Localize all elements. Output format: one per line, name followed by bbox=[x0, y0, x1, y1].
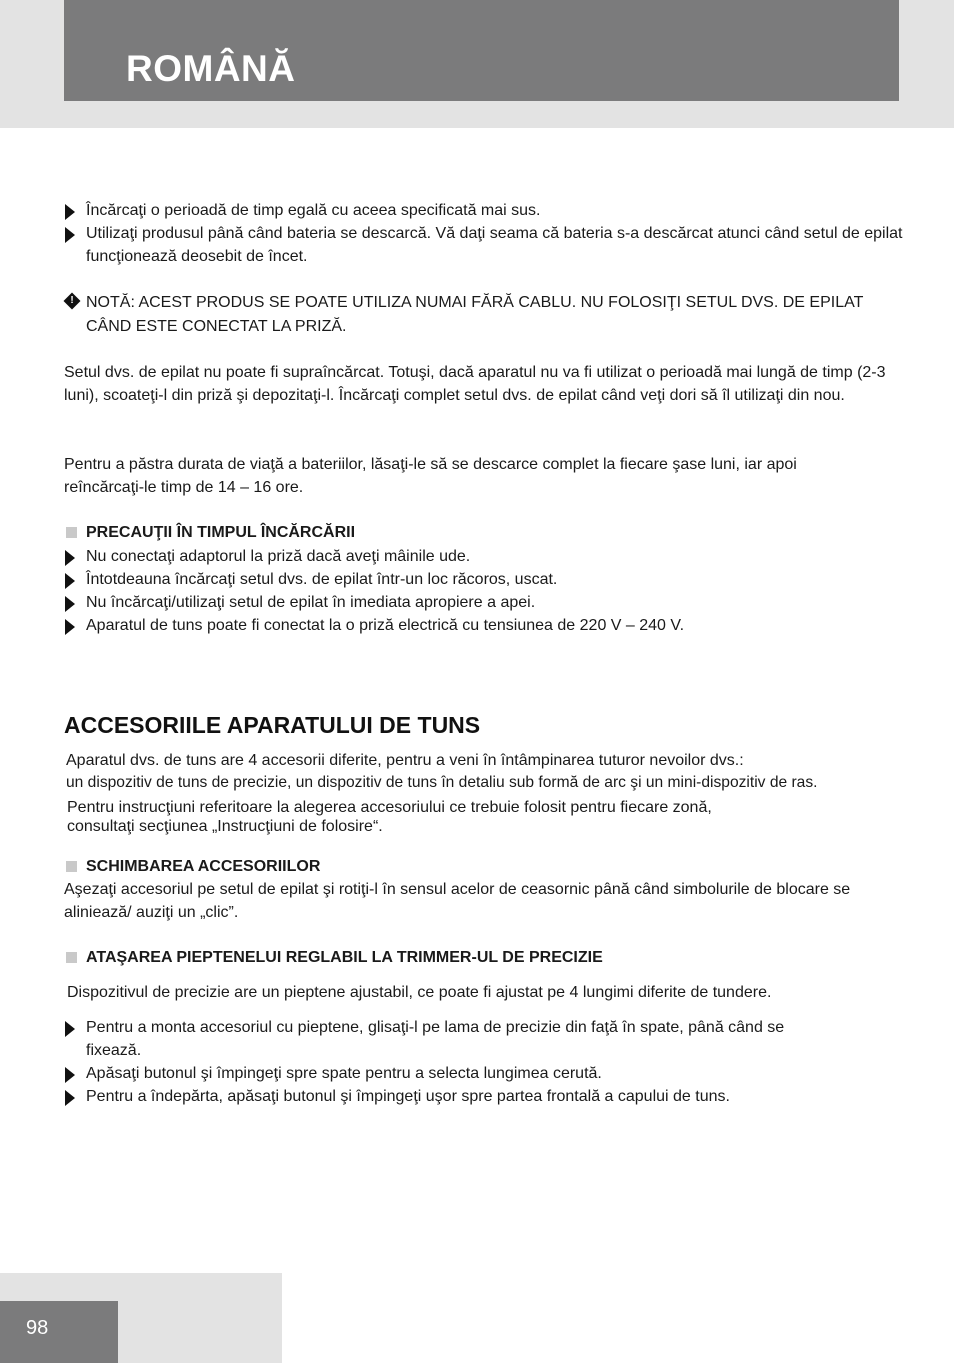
accessories-intro-line2: un dispozitiv de tuns de precizie, un dispozitiv de tuns în detaliu sub formă de arc şi un mini-dispozitiv de ras. bbox=[66, 774, 818, 791]
change-accessories-text: Aşezaţi accesoriul pe setul de epilat şi rotiţi-l în sensul acelor de ceasornic până când simbolurile de blocare se aliniează/ auziţi un „clic”. bbox=[64, 881, 851, 921]
list-item: Pentru a monta accesoriul cu pieptene, glisaţi-l pe lama de precizie din faţă în spate, până când se fixează. bbox=[64, 1016, 834, 1062]
note bbox=[64, 291, 866, 339]
exclamation-diamond-icon: ! bbox=[64, 293, 81, 310]
page-number: 98 bbox=[26, 1317, 49, 1339]
page-number-box bbox=[0, 1301, 118, 1363]
note-text: NOTĂ: ACEST PRODUS SE POATE UTILIZA NUMAI FĂRĂ CABLU. NU FOLOSIŢI SETUL DVS. DE EPILAT CÂND ESTE CONECTAT LA PRIZĂ. bbox=[86, 294, 864, 335]
accessories-instructions-line1: Pentru instrucţiuni referitoare la alegerea accesoriului ce trebuie folosit pentru fiecare zonă, bbox=[67, 799, 712, 816]
comb-intro: Dispozitivul de precizie are un pieptene ajustabil, ce poate fi ajustat pe 4 lungimi diferite de tundere. bbox=[67, 984, 772, 1001]
bullet-arrow-icon bbox=[65, 1090, 75, 1106]
accessories-instructions-line2: consultaţi secţiunea „Instrucţiuni de folosire“. bbox=[67, 818, 383, 835]
list-item: Nu încărcaţi/utilizaţi setul de epilat în imediata apropiere a apei. bbox=[64, 591, 904, 614]
accessories-section-title: ACCESORIILE APARATULUI DE TUNS bbox=[64, 712, 481, 738]
square-bullet-icon bbox=[66, 952, 77, 963]
list-item: Utilizaţi produsul până când bateria se descarcă. Vă daţi seama că bateria s-a descărcat atunci când setul de epilat funcţionează deosebit de încet. bbox=[64, 222, 904, 268]
list-item: Pentru a îndepărta, apăsaţi butonul şi împingeţi uşor spre partea frontală a capului de tuns. bbox=[64, 1085, 834, 1108]
list-item: Nu conectaţi adaptorul la priză dacă aveţi mâinile ude. bbox=[64, 545, 904, 568]
change-accessories-heading: SCHIMBAREA ACCESORIILOR bbox=[64, 855, 320, 878]
precautions-heading: PRECAUŢII ÎN TIMPUL ÎNCĂRCĂRII bbox=[64, 521, 355, 544]
bullet-arrow-icon bbox=[65, 1067, 75, 1083]
bullet-arrow-icon bbox=[65, 227, 75, 243]
precautions-list bbox=[64, 545, 904, 637]
bullet-arrow-icon bbox=[65, 619, 75, 635]
page-title: ROMÂNĂ bbox=[126, 48, 296, 89]
bullet-arrow-icon bbox=[65, 204, 75, 220]
overcharge-paragraph: Setul dvs. de epilat nu poate fi supraîncărcat. Totuşi, dacă aparatul nu va fi utilizat o perioadă mai lungă de timp (2-3 luni), scoateţi-l din priză şi depozitaţi-l. Încărcaţi complet setul dvs. de epilat când veţi dori să îl utilizaţi din nou. bbox=[64, 364, 886, 404]
list-item: Apăsaţi butonul şi împingeţi spre spate pentru a selecta lungimea cerută. bbox=[64, 1062, 834, 1085]
list-item: Întotdeauna încărcaţi setul dvs. de epilat într-un loc răcoros, uscat. bbox=[64, 568, 904, 591]
bullet-arrow-icon bbox=[65, 1021, 75, 1037]
bullet-arrow-icon bbox=[65, 550, 75, 566]
bullet-arrow-icon bbox=[65, 573, 75, 589]
charging-steps-list bbox=[64, 199, 904, 268]
battery-life-paragraph: Pentru a păstra durata de viaţă a bateriilor, lăsaţi-le să se descarce complet la fiecare şase luni, iar apoi reîncărcaţi-le timp de 14 – 16 ore. bbox=[64, 456, 797, 496]
list-item: Aparatul de tuns poate fi conectat la o priză electrică cu tensiunea de 220 V – 240 V. bbox=[64, 614, 904, 637]
list-item: Încărcaţi o perioadă de timp egală cu aceea specificată mai sus. bbox=[64, 199, 904, 222]
bullet-arrow-icon bbox=[65, 596, 75, 612]
accessories-intro-line1: Aparatul dvs. de tuns are 4 accesorii diferite, pentru a veni în întâmpinarea tuturor nevoilor dvs.: bbox=[66, 752, 744, 769]
square-bullet-icon bbox=[66, 861, 77, 872]
square-bullet-icon bbox=[66, 527, 77, 538]
comb-steps-list bbox=[64, 1016, 834, 1108]
comb-heading: ATAŞAREA PIEPTENELUI REGLABIL LA TRIMMER-UL DE PRECIZIE bbox=[64, 946, 603, 969]
